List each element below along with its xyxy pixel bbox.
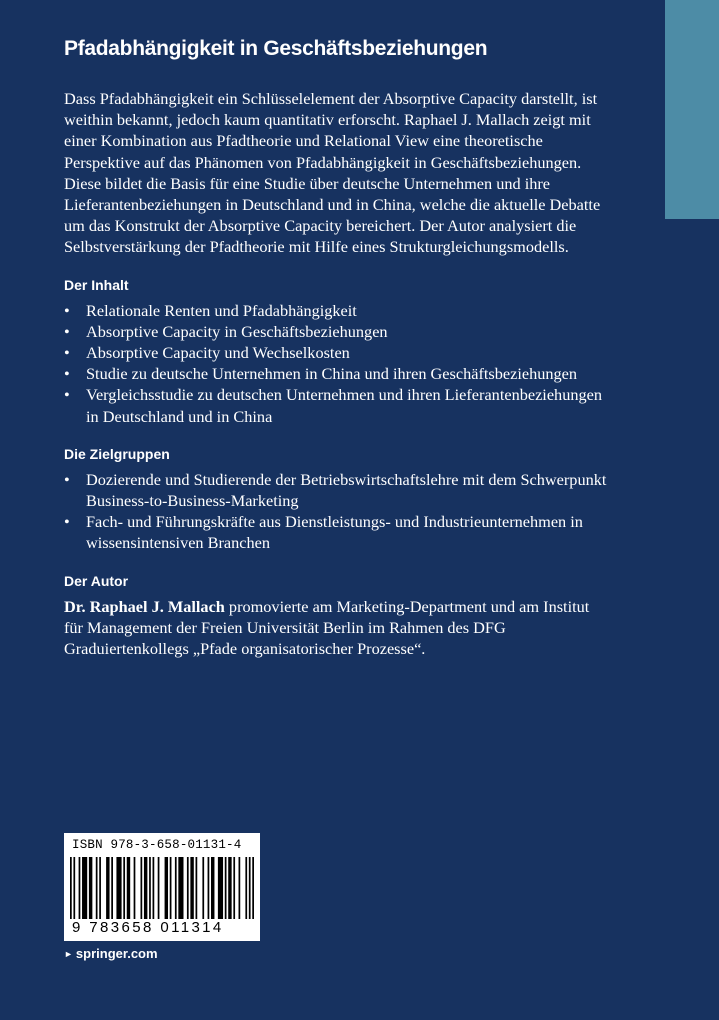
list-item: • Relationale Renten und Pfadabhängigkeit [64,300,357,320]
back-cover-content [64,36,612,659]
list-item: • Fach- und Führungskräfte aus Dienstleistungs- und Industrieunternehmen in wissensintensiven Branchen [64,512,583,553]
barcode-bar [211,857,214,919]
barcode-bar [228,857,231,919]
barcode-bar [70,857,72,919]
barcode-bar [153,857,155,919]
barcode-bar [202,857,204,919]
barcode-bar [239,857,241,919]
author-heading: Der Autor [64,572,129,589]
barcode-bar [89,857,92,919]
author-bio-text: promovierte am Marketing-Department und am Institut für Management der Freien Universität Berlin im Rahmen des DFG Graduiertenkollegs „Pfade organisatorischer Prozesse“. [64,596,590,659]
barcode-digits: 9 783658 011314 [72,919,224,936]
barcode-bar [218,857,223,919]
barcode-bar [190,857,193,919]
accent-bar [665,0,719,219]
book-title: Pfadabhängigkeit in Geschäftsbeziehungen [64,37,488,60]
barcode-bar [106,857,109,919]
arrow-right-icon: ► [64,948,73,959]
barcode-bar [175,857,177,919]
barcode-bar [116,857,121,919]
bullet-icon: • [64,385,70,405]
barcode-bar [252,857,254,919]
barcode-bar [208,857,210,919]
publisher-link[interactable] [64,946,158,961]
isbn-label: ISBN 978-3-658-01131-4 [72,838,242,852]
intro-paragraph: Dass Pfadabhängigkeit ein Schlüsselelement der Absorptive Capacity darstellt, ist weithin bekannt, jedoch kaum quantitativ erforscht. Raphael J. Mallach zeigt mit einer Kombination aus Pfadtheorie und Relational View eine theoretische Perspektive auf das Phänomen von Pfadabhängigkeit in Geschäftsbeziehungen. Diese bildet die Basis für eine Studie über deutsche Unternehmen und ihre Lieferantenbeziehungen in Deutschland und in China, welche die aktuelle Debatte um das Konstrukt der Absorptive Capacity bereichert. Der Autor analysiert die Selbstverstärkung der Pfadtheorie mit Hilfe eines Strukturgleichungsmodells. [64,89,601,257]
author-bio [64,596,612,660]
bullet-icon: • [64,321,70,341]
isbn-barcode [64,833,260,941]
bullet-icon: • [64,343,70,363]
barcode-bar [127,857,130,919]
barcode-bar [245,857,247,919]
barcode-bar [99,857,101,919]
bullet-icon: • [64,469,70,489]
bullet-icon: • [64,300,70,320]
barcode-bar [165,857,168,919]
barcode-bar [225,857,227,919]
contents-list [64,300,612,427]
barcode-bar [144,857,147,919]
audience-list [64,469,612,554]
barcode-bar [134,857,136,919]
bullet-icon: • [64,512,70,532]
barcode-bar [196,857,198,919]
barcode-bar [149,857,151,919]
barcode-icon [70,857,254,919]
barcode-bar [158,857,160,919]
list-item: • Studie zu deutsche Unternehmen in China und ihren Geschäftsbeziehungen [64,364,578,384]
barcode-bar [96,857,98,919]
barcode-bar [79,857,81,919]
barcode-bar [111,857,113,919]
list-item: • Vergleichsstudie zu deutschen Unternehmen und ihren Lieferantenbeziehungen in Deutschland und in China [64,385,602,426]
barcode-bar [73,857,75,919]
audience-heading: Die Zielgruppen [64,445,170,462]
list-item: • Absorptive Capacity und Wechselkosten [64,343,350,363]
barcode-bar [249,857,251,919]
barcode-bar [141,857,143,919]
barcode-bar [82,857,87,919]
publisher-url: springer.com [75,946,158,961]
barcode-bar [187,857,189,919]
author-name: Dr. Raphael J. Mallach [64,596,225,616]
barcode-bar [178,857,183,919]
list-item: • Absorptive Capacity in Geschäftsbeziehungen [64,321,388,341]
barcode-bar [170,857,172,919]
list-item: • Dozierende und Studierende der Betriebswirtschaftslehre mit dem Schwerpunkt Business-to-Business-Marketing [64,469,607,511]
contents-heading: Der Inhalt [64,276,129,293]
bullet-icon: • [64,364,70,384]
barcode-bar [123,857,125,919]
barcode-bar [233,857,235,919]
